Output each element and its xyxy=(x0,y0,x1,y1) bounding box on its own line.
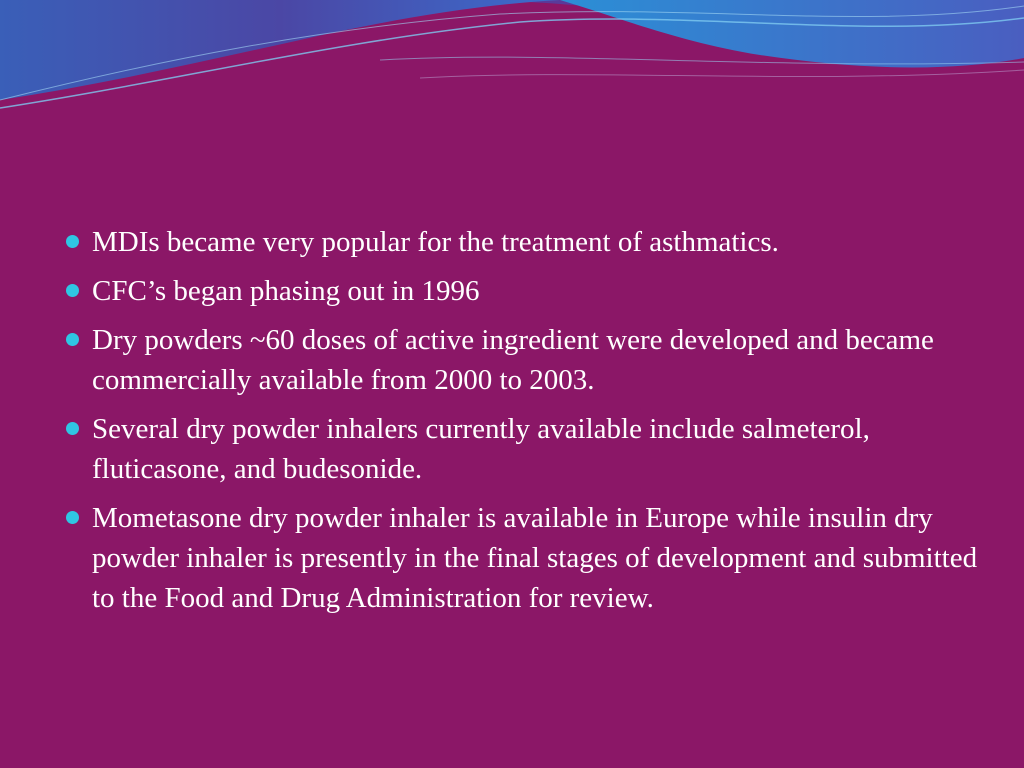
wave-line-4 xyxy=(420,70,1024,78)
wave-band-right xyxy=(560,0,1024,67)
circle-bullet-icon xyxy=(66,235,79,248)
bullet-text: Dry powders ~60 doses of active ingredient were developed and became commercially available from 2000 to 2003. xyxy=(92,324,934,396)
circle-bullet-icon xyxy=(66,284,79,297)
circle-bullet-icon xyxy=(66,333,79,346)
bullet-item xyxy=(62,271,982,311)
bullet-text: MDIs became very popular for the treatment of asthmatics. xyxy=(92,226,779,258)
bullet-item xyxy=(62,409,982,489)
slide-content xyxy=(62,222,982,627)
header-wave-decoration xyxy=(0,0,1024,140)
bullet-text: CFC’s began phasing out in 1996 xyxy=(92,275,480,307)
bullet-list xyxy=(62,222,982,618)
bullet-text: Mometasone dry powder inhaler is available in Europe while insulin dry powder inhaler is presently in the final stages of development and submitted to the Food and Drug Administration for review. xyxy=(92,502,978,614)
bullet-text: Several dry powder inhalers currently available include salmeterol, fluticasone, and budesonide. xyxy=(92,413,870,485)
circle-bullet-icon xyxy=(66,511,79,524)
bullet-item xyxy=(62,222,982,262)
wave-band-main xyxy=(0,0,560,100)
bullet-item xyxy=(62,320,982,400)
bullet-item xyxy=(62,498,982,618)
circle-bullet-icon xyxy=(66,422,79,435)
